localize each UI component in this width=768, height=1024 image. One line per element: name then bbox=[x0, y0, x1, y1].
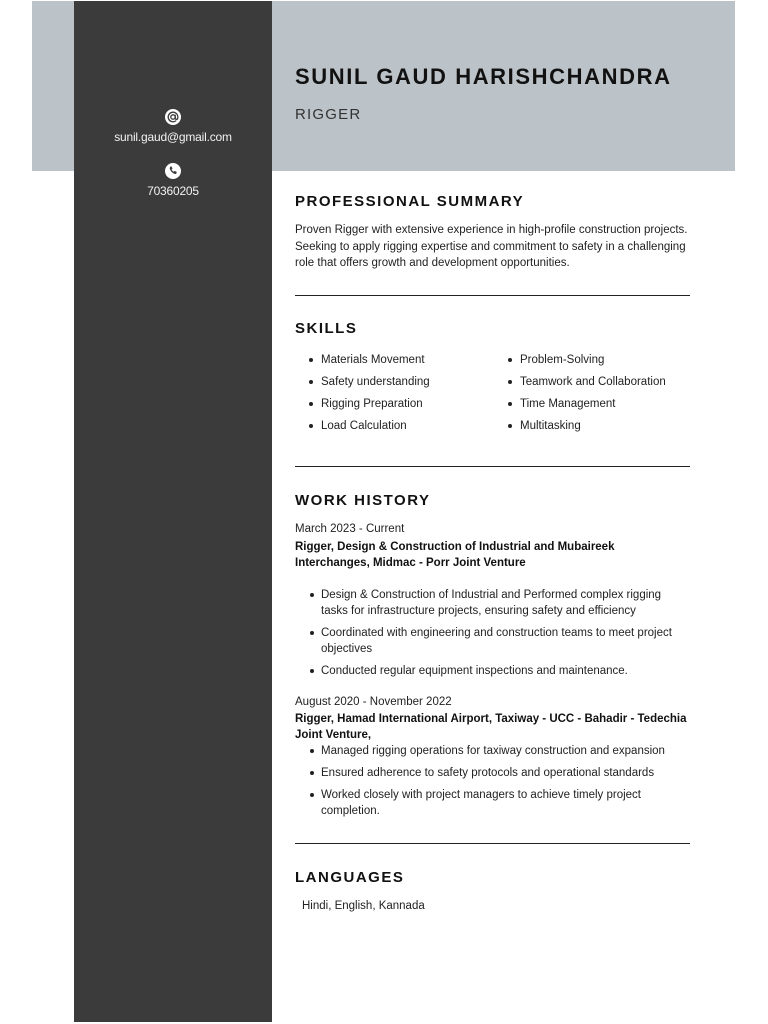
list-item: Worked closely with project managers to achieve timely project completion. bbox=[310, 787, 690, 819]
skill-item: Time Management bbox=[508, 396, 690, 418]
languages-heading: LANGUAGES bbox=[295, 869, 405, 886]
job-title: Rigger, Design & Construction of Industrial and Mubaireek Interchanges, Midmac - Porr Joint Venture bbox=[295, 541, 615, 569]
work-heading: WORK HISTORY bbox=[295, 492, 431, 509]
skills-heading: SKILLS bbox=[295, 320, 358, 337]
summary-heading: PROFESSIONAL SUMMARY bbox=[295, 193, 525, 210]
skills-list-right bbox=[508, 352, 690, 440]
divider bbox=[295, 843, 690, 844]
summary-text: Proven Rigger with extensive experience in high-profile construction projects. Seeking to apply rigging expertise and commitment to safety in a challenging role that offers growth and development opportunities. bbox=[295, 224, 688, 269]
skill-item: Problem-Solving bbox=[508, 352, 690, 374]
languages-text: Hindi, English, Kannada bbox=[302, 900, 425, 912]
candidate-role: RIGGER bbox=[295, 106, 362, 123]
contact-phone bbox=[74, 163, 272, 198]
skill-item: Teamwork and Collaboration bbox=[508, 374, 690, 396]
phone-number: 70360205 bbox=[147, 184, 199, 198]
skill-item: Multitasking bbox=[508, 418, 690, 440]
skill-item: Safety understanding bbox=[309, 374, 499, 396]
list-item: Design & Construction of Industrial and Performed complex rigging tasks for infrastructure projects, ensuring safety and efficiency bbox=[310, 587, 690, 619]
job-bullets bbox=[310, 587, 690, 685]
job-date: August 2020 - November 2022 bbox=[295, 696, 452, 708]
phone-icon bbox=[165, 163, 181, 179]
job-date: March 2023 - Current bbox=[295, 523, 405, 535]
skills-list-left bbox=[309, 352, 499, 440]
job-bullets bbox=[310, 743, 690, 825]
list-item: Managed rigging operations for taxiway construction and expansion bbox=[310, 743, 690, 759]
at-sign-icon bbox=[165, 109, 181, 125]
skill-item: Materials Movement bbox=[309, 352, 499, 374]
job-title: Rigger, Hamad International Airport, Taxiway - UCC - Bahadir - Tedechia Joint Venture, bbox=[295, 713, 687, 741]
sidebar bbox=[74, 1, 272, 1022]
candidate-name: SUNIL GAUD HARISHCHANDRA bbox=[295, 64, 672, 89]
divider bbox=[295, 466, 690, 467]
list-item: Coordinated with engineering and construction teams to meet project objectives bbox=[310, 625, 690, 657]
list-item: Conducted regular equipment inspections and maintenance. bbox=[310, 663, 690, 679]
contact-email bbox=[74, 109, 272, 144]
skill-item: Load Calculation bbox=[309, 418, 499, 440]
list-item: Ensured adherence to safety protocols and operational standards bbox=[310, 765, 690, 781]
skill-item: Rigging Preparation bbox=[309, 396, 499, 418]
email-link[interactable]: sunil.gaud@gmail.com bbox=[114, 130, 232, 144]
divider bbox=[295, 295, 690, 296]
